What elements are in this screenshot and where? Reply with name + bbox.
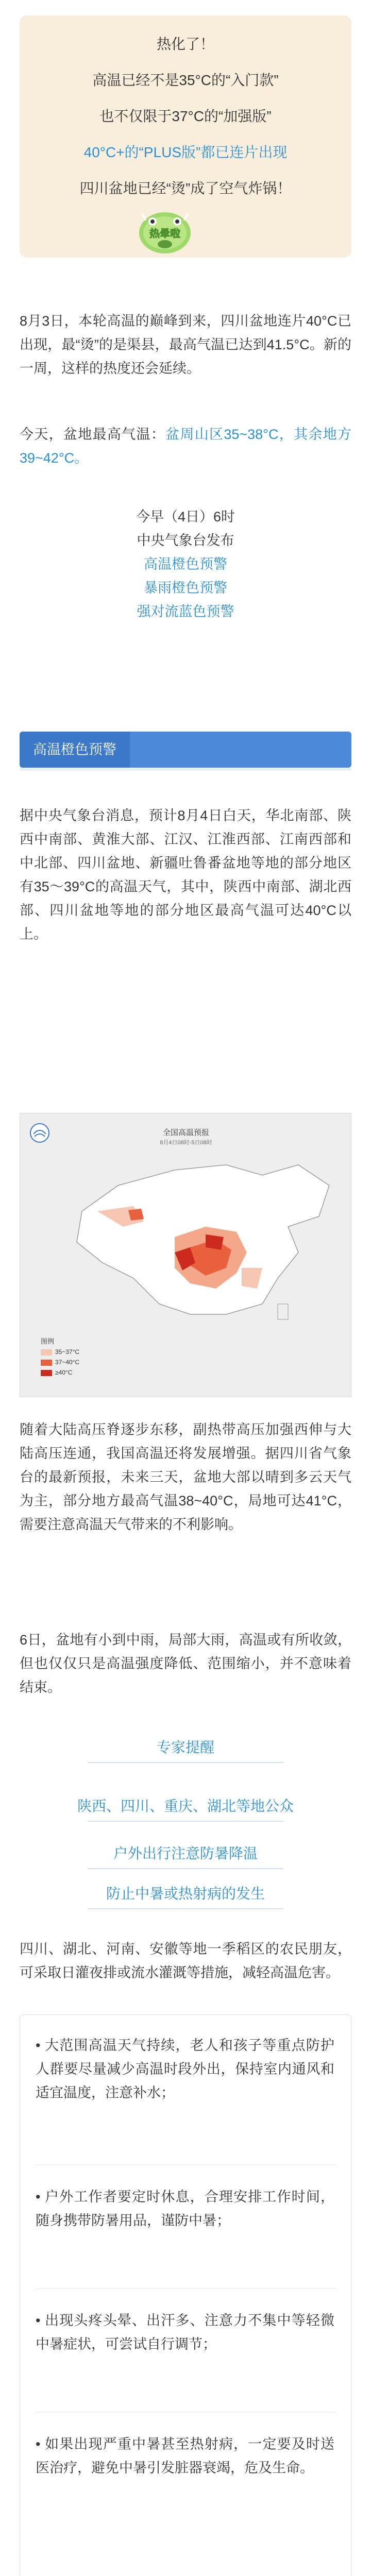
bullet-outdoor-workers: • 户外工作者要定时休息，合理安排工作时间，随身携带防暑用品，谨防中暑； bbox=[36, 2189, 334, 2228]
map-legend-title: 图例 bbox=[41, 1337, 55, 1345]
mascot-text: 热晕啦 bbox=[149, 228, 180, 240]
tip-underline-2 bbox=[88, 1821, 283, 1822]
paragraph-today-temp bbox=[20, 422, 351, 470]
intro-line-2: 高温已经不是35°C的“入门款” bbox=[92, 72, 279, 88]
bullet-severe-heatstroke: • 如果出现严重中暑甚至热射病，一定要及时送医治疗，避免中暑引发脏器衰竭，危及生命。 bbox=[36, 2436, 334, 2476]
announce-rain-warning: 暴雨橙色预警 bbox=[144, 580, 227, 596]
tip-outdoor-cooling: 户外出行注意防暑降温 bbox=[113, 1845, 258, 1861]
bullet-mild-symptoms: • 出现头疼头晕、出汗多、注意力不集中等轻微中暑症状，可尝试自行调节； bbox=[36, 2313, 334, 2352]
announce-heat-warning: 高温橙色预警 bbox=[144, 556, 227, 572]
paragraph-heat-forecast: 据中央气象台消息，预计8月4日白天，华北南部、陕西中南部、黄淮大部、江汉、江淮西部、江南西部和中北部、四川盆地、新疆吐鲁番盆地等地的部分地区有35～39°C的高温天气，其中，陕西中南部、湖北西部、四川盆地等地的部分地区最高气温可达40°C以上。 bbox=[20, 808, 351, 942]
today-temp-values: 盆周山区35~38°C，其余地方39~42°C。 bbox=[20, 427, 351, 466]
paragraph-farmers: 四川、湖北、河南、安徽等地一季稻区的农民朋友，可采取日灌夜排或流水灌溉等措施，减轻高温危害。 bbox=[20, 1941, 351, 1980]
today-temp-prefix: 今天，盆地最高气温： bbox=[20, 427, 166, 442]
intro-line-5: 四川盆地已经“烫”成了空气炸锅！ bbox=[79, 180, 292, 196]
map-title: 全国高温预报 bbox=[162, 1128, 209, 1137]
paragraph-heat-peak: 8月3日，本轮高温的巅峰到来，四川盆地连片40°C已出现，最“烫”的是渠县，最高气温已达到41.5°C。新的一周，这样的热度还会延续。 bbox=[20, 313, 351, 376]
paragraph-rain-6th: 6日，盆地有小到中雨，局部大雨，高温或有所收敛，但也仅仅只是高温强度降低、范围缩小，并不意味着结束。 bbox=[20, 1632, 351, 1695]
warning-announcement bbox=[0, 505, 371, 623]
mascot-sticker bbox=[135, 206, 195, 256]
tip-underline-4 bbox=[88, 1908, 283, 1909]
legend-item-37-40: 37~40°C bbox=[41, 1359, 79, 1366]
map-subtitle: 8月4日08时-5日08时 bbox=[160, 1140, 212, 1146]
china-map-graphic bbox=[20, 1149, 351, 1335]
legend-item-35-37: 35~37°C bbox=[41, 1348, 79, 1355]
tip-underline-1 bbox=[88, 1762, 283, 1763]
announce-issuer: 中央气象台发布 bbox=[137, 533, 234, 548]
bullet-vulnerable-groups: • 大范围高温天气持续，老人和孩子等重点防护人群要尽量减少高温时段外出，保持室内通风和适宜温度，注意补水； bbox=[36, 2038, 334, 2100]
tip-underline-3 bbox=[88, 1868, 283, 1869]
bullet-divider-1 bbox=[36, 2164, 336, 2165]
tip-public-regions: 陕西、四川、重庆、湖北等地公众 bbox=[77, 1798, 294, 1814]
legend-item-40-plus: ≥40°C bbox=[41, 1369, 72, 1376]
section-title-heat: 高温橙色预警 bbox=[20, 732, 130, 768]
paragraph-high-pressure: 随着大陆高压脊逐步东移，副热带高压加强西伸与大陆高压连通，我国高温还将发展增强。据四川省气象台的最新预报，未来三天，盆地大部以晴到多云天气为主，部分地方最高气温38~40°C，局地可达41°C，需要注意高温天气带来的不利影响。 bbox=[20, 1422, 351, 1532]
heat-forecast-map bbox=[20, 1113, 351, 1397]
intro-line-1: 热化了！ bbox=[156, 36, 214, 52]
intro-line-3: 也不仅限于37°C的“加强版” bbox=[99, 108, 272, 124]
announce-convection-warning: 强对流蓝色预警 bbox=[137, 604, 234, 619]
tip-expert-reminder: 专家提醒 bbox=[156, 1739, 214, 1755]
tip-prevent-heatstroke: 防止中暑或热射病的发生 bbox=[106, 1886, 265, 1902]
announce-time: 今早（4日）6时 bbox=[136, 509, 235, 524]
section-header-heat bbox=[20, 732, 351, 768]
bullet-divider-2 bbox=[36, 2288, 336, 2289]
intro-line-4: 40°C+的“PLUS版”都已连片出现 bbox=[83, 144, 288, 160]
safety-tips-box bbox=[20, 2014, 351, 2576]
